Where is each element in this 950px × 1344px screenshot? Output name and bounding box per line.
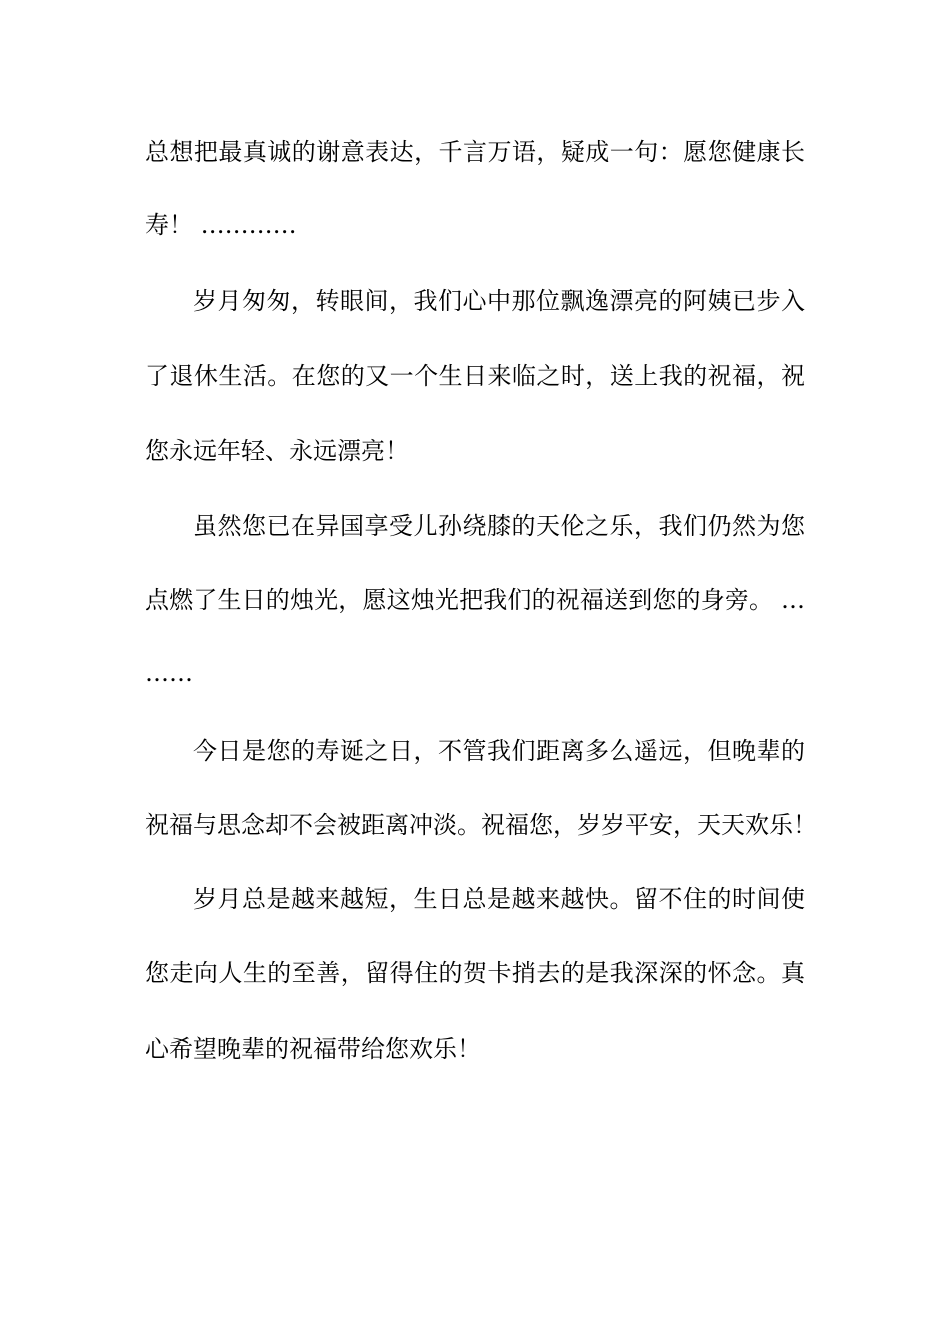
- text-line: 今日是您的寿诞之日，不管我们距离多么遥远，但晚辈的: [193, 737, 805, 765]
- text-line: 总想把最真诚的谢意表达，千言万语，疑成一句：愿您健康长: [145, 138, 805, 166]
- text-line: 点燃了生日的烛光，愿这烛光把我们的祝福送到您的身旁。 …: [145, 586, 805, 614]
- text-line: 岁月匆匆，转眼间，我们心中那位飘逸漂亮的阿姨已步入: [193, 287, 805, 315]
- text-line: 祝福与思念却不会被距离冲淡。祝福您，岁岁平安，天天欢乐！: [145, 811, 817, 839]
- text-line: 寿！ …………: [145, 211, 297, 239]
- text-line: 了退休生活。在您的又一个生日来临之时，送上我的祝福，祝: [145, 362, 805, 390]
- text-line: 虽然您已在异国享受儿孙绕膝的天伦之乐，我们仍然为您: [193, 512, 805, 540]
- text-line: 心希望晚辈的祝福带给您欢乐！: [145, 1035, 481, 1063]
- text-line: 您走向人生的至善，留得住的贺卡捎去的是我深深的怀念。真: [145, 959, 805, 987]
- text-line: 您永远年轻、永远漂亮！: [145, 437, 409, 465]
- text-line: ……: [145, 659, 193, 687]
- text-line: 岁月总是越来越短，生日总是越来越快。留不住的时间使: [193, 885, 805, 913]
